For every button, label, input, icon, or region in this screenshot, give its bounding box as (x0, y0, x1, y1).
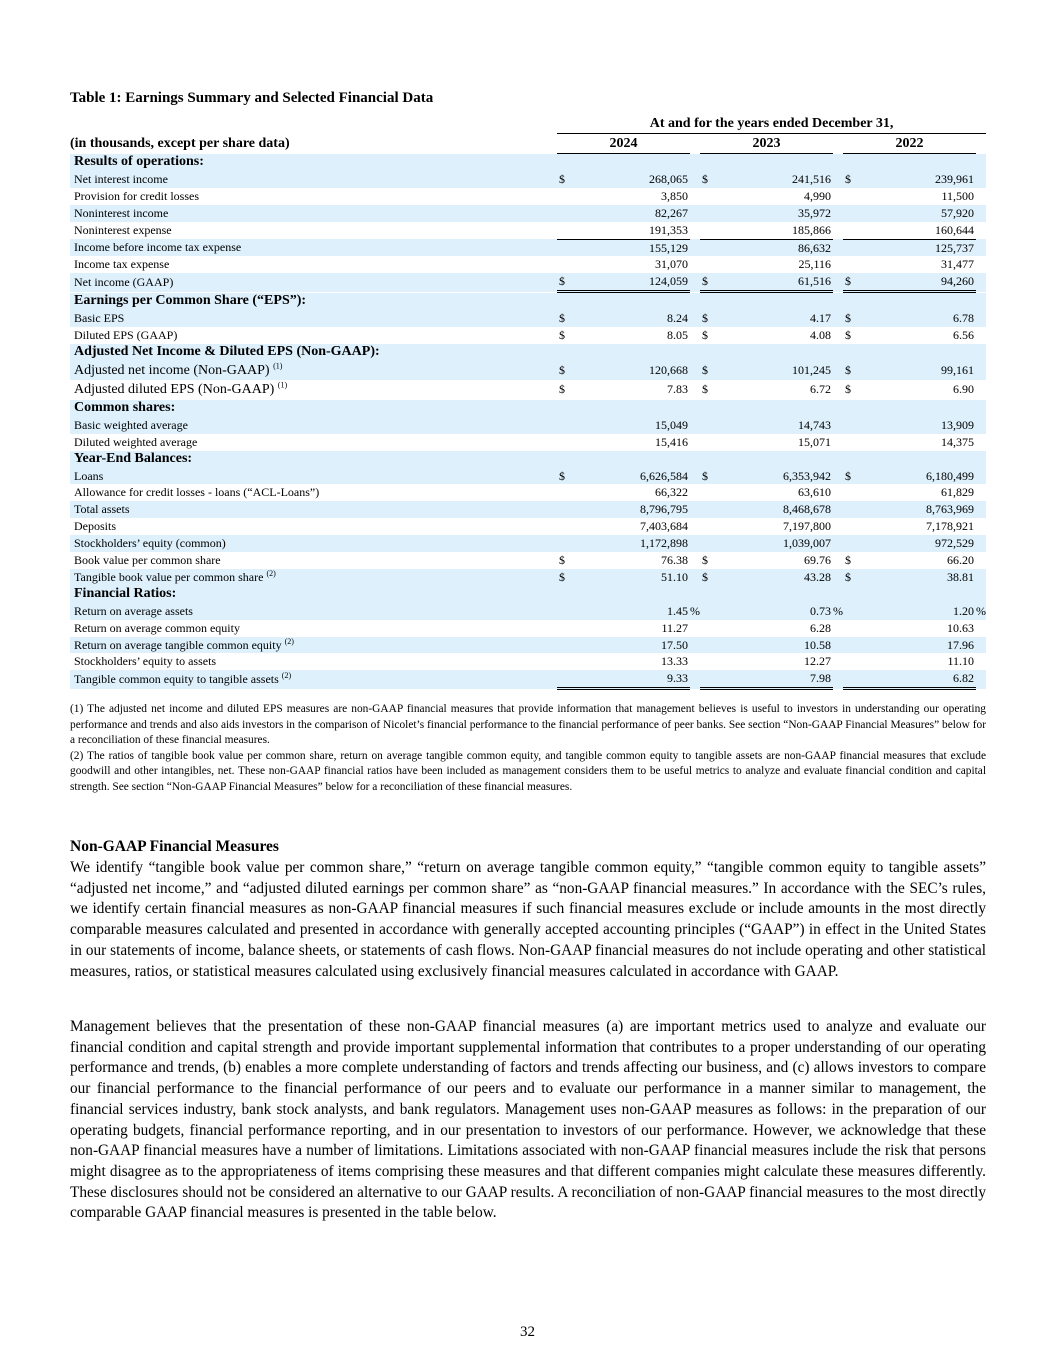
currency-symbol: $ (845, 328, 851, 343)
currency-symbol: $ (559, 553, 565, 568)
currency-symbol (700, 670, 720, 688)
currency-symbol (557, 222, 577, 239)
table-row (70, 518, 986, 535)
currency-symbol (557, 256, 577, 273)
table-row (70, 380, 986, 400)
paragraph-2: Management believes that the presentation of these non-GAAP financial measures (a) are important metrics used to analyze and evaluate our financial condition and capital strength and provide important supplemental information that contributes to a proper understanding of our operating performance and trends, (b) enables a more complete understanding of factors and trends affecting our business, and (c) allows investors to compare our financial performance to the financial performance of our peers and to evaluate our performance in a manner similar to management, the financial services industry, bank stock analysts, and bank regulators. Management uses non-GAAP measures as follows: in the preparation of our operating budgets, financial performance reporting, and in our presentation to investors of our performance. However, we acknowledge that these non-GAAP financial measures have a number of limitations. Limitations associated with non-GAAP financial measures include the risk that persons might disagree as to the appropriateness of items comprising these measures and that different companies might calculate these measures differently. These disclosures should not be considered an alternative to our GAAP results. A reconciliation of non-GAAP financial measures to the most directly comparable GAAP financial measures is presented in the table below. (70, 1018, 986, 1222)
currency-symbol: $ (845, 553, 851, 568)
row-label: Provision for credit losses (74, 188, 199, 203)
currency-symbol (700, 653, 720, 670)
table-row (70, 468, 986, 485)
currency-symbol (557, 603, 577, 620)
section-row (70, 292, 986, 310)
row-label: Diluted weighted average (74, 434, 198, 449)
section-row (70, 586, 986, 603)
section-label: Adjusted Net Income & Diluted EPS (Non-GAAP): (70, 344, 986, 361)
cell-value: 1,172,898 (577, 535, 690, 552)
cell-value: 120,668 (577, 361, 690, 381)
cell-value: 241,516 (720, 171, 833, 188)
currency-symbol: $ (700, 273, 720, 291)
cell-value: 10.58 (720, 637, 833, 654)
row-label: Tangible common equity to tangible assets $^{(2)}$ (70, 670, 557, 688)
cell-value: 6,180,499 (863, 468, 976, 485)
cell-value: 38.81 (863, 569, 976, 586)
cell-value: 6.72 (810, 382, 831, 397)
currency-symbol (700, 434, 720, 451)
row-label: Net income (GAAP) (70, 273, 557, 291)
currency-symbol: $ (559, 328, 565, 343)
cell-value: 15,049 (577, 417, 690, 434)
footnote-ref: (2) (284, 636, 294, 646)
cell-value: 9.33 (577, 670, 690, 688)
currency-symbol (557, 501, 577, 518)
cell-value: 51.10 (577, 569, 690, 586)
currency-symbol (557, 670, 577, 688)
cell-value: 3,850 (661, 188, 688, 203)
cell-value: 185,866 (792, 222, 831, 237)
section-label: Earnings per Common Share (“EPS”): (70, 292, 986, 310)
currency-symbol (843, 222, 863, 239)
row-label: Allowance for credit losses - loans (“ACL-Loans”) (74, 485, 320, 500)
table-row (70, 653, 986, 670)
cell-value: 25,116 (798, 257, 831, 272)
table-row (70, 620, 986, 637)
row-label: Income before income tax expense (70, 239, 557, 256)
table-row (70, 222, 986, 239)
footnote-ref: (2) (281, 671, 292, 681)
cell-value: 1.45 (577, 603, 690, 620)
cell-value: 14,375 (941, 434, 974, 449)
currency-symbol (843, 205, 863, 222)
row-label: Return on average tangible common equity $^{(2)}$ (70, 637, 557, 654)
cell-value: 10.63 (947, 620, 974, 635)
row-label: Income tax expense (74, 257, 170, 272)
currency-symbol: $ (843, 310, 863, 327)
cell-value: 86,632 (720, 239, 833, 256)
cell-value: 12.27 (804, 654, 831, 669)
cell-value: 66.20 (947, 553, 974, 568)
cell-value: 7,403,684 (640, 519, 688, 534)
table-row (70, 188, 986, 205)
table-row (70, 535, 986, 552)
cell-value: 268,065 (577, 171, 690, 188)
currency-symbol (843, 535, 863, 552)
cell-value: 6,626,584 (577, 468, 690, 485)
currency-symbol (843, 620, 863, 637)
cell-value: 191,353 (649, 222, 688, 237)
currency-symbol (843, 653, 863, 670)
currency-symbol (700, 620, 720, 637)
cell-value: 7.83 (667, 382, 688, 397)
cell-value: 6.90 (953, 382, 974, 397)
cell-value: 82,267 (577, 205, 690, 222)
table-row (70, 361, 986, 381)
cell-value: 11,500 (941, 188, 974, 203)
currency-symbol (557, 484, 577, 501)
currency-symbol: $ (700, 361, 720, 381)
cell-value: 6.28 (810, 620, 831, 635)
footnotes (70, 702, 986, 796)
table-row (70, 417, 986, 434)
currency-symbol (557, 518, 577, 535)
cell-value: 4.17 (720, 310, 833, 327)
units-label: (in thousands, except per share data) (70, 136, 290, 151)
currency-symbol: $ (700, 171, 720, 188)
cell-value: 99,161 (863, 361, 976, 381)
row-label: Adjusted diluted EPS (Non-GAAP) $^{(1)}$ (74, 380, 288, 398)
currency-symbol: $ (843, 273, 863, 291)
currency-symbol (700, 603, 720, 620)
currency-symbol (843, 417, 863, 434)
row-label: Basic weighted average (70, 417, 557, 434)
cell-value: 63,610 (798, 485, 831, 500)
cell-value: 160,644 (935, 222, 974, 237)
table-row (70, 239, 986, 256)
table-row (70, 603, 986, 620)
cell-value: 66,322 (655, 485, 688, 500)
section-row (70, 451, 986, 468)
table-row (70, 310, 986, 327)
currency-symbol (700, 222, 720, 239)
footnote-ref: (1) (277, 380, 288, 390)
currency-symbol (843, 518, 863, 535)
table-row (70, 171, 986, 188)
financial-summary-table (70, 114, 986, 690)
section-label: Year-End Balances: (70, 451, 986, 468)
currency-symbol (700, 501, 720, 518)
cell-value: 8,763,969 (863, 501, 976, 518)
currency-symbol (557, 434, 577, 451)
row-label: Loans (70, 468, 557, 485)
cell-value: 7,178,921 (926, 519, 974, 534)
currency-symbol: $ (700, 310, 720, 327)
table-row (70, 327, 986, 344)
currency-symbol (843, 434, 863, 451)
currency-symbol (843, 670, 863, 688)
row-label: Adjusted net income (Non-GAAP) $^{(1)}$ (70, 361, 557, 381)
row-label: Noninterest income (70, 205, 557, 222)
page-number: 32 (520, 1324, 535, 1340)
cell-value: 13.33 (661, 654, 688, 669)
table-row (70, 205, 986, 222)
currency-symbol (557, 653, 577, 670)
currency-symbol (843, 256, 863, 273)
section-row (70, 344, 986, 361)
cell-value: 7,197,800 (783, 519, 831, 534)
paragraph-1: We identify “tangible book value per common share,” “return on average tangible common equity,” “tangible common equity to tangible assets” “adjusted net income,” and “adjusted diluted earnings per common share” as “non-GAAP financial measures.” In accordance with the SEC’s rules, we identify certain financial measures as non-GAAP financial measures if such financial measures exclude or include amounts in the most directly comparable measures calculated and presented in accordance with generally accepted accounting principles (“GAAP”) in effect in the United States in our statements of income, balance sheets, or statements of cash flows. Non-GAAP financial measures do not include operating and other statistical measures, ratios, or statistical measures calculated using exclusively financial measures calculated in accordance with GAAP. (70, 859, 986, 980)
currency-symbol: $ (557, 361, 577, 381)
cell-value: 7.98 (720, 670, 833, 688)
period-header: At and for the years ended December 31, (557, 114, 986, 134)
cell-value: 61,829 (941, 485, 974, 500)
cell-value: 8.24 (577, 310, 690, 327)
cell-value: 6.78 (863, 310, 976, 327)
row-label: Total assets (70, 501, 557, 518)
cell-value: 6.56 (953, 328, 974, 343)
table-title: Table 1: Earnings Summary and Selected Financial Data (70, 90, 434, 106)
table-row (70, 434, 986, 451)
currency-symbol (843, 603, 863, 620)
cell-value: 15,071 (798, 434, 831, 449)
table-row (70, 501, 986, 518)
section-label: Financial Ratios: (70, 586, 986, 603)
cell-value: 972,529 (863, 535, 976, 552)
currency-symbol (843, 188, 863, 205)
row-label: Stockholders’ equity to assets (74, 654, 217, 669)
currency-symbol (700, 205, 720, 222)
year-header-2022: 2022 (843, 134, 976, 154)
currency-symbol: $ (702, 328, 708, 343)
cell-value: 4,990 (804, 188, 831, 203)
cell-value: 35,972 (720, 205, 833, 222)
currency-symbol (843, 484, 863, 501)
currency-symbol (557, 205, 577, 222)
table-row (70, 569, 986, 586)
currency-symbol (700, 239, 720, 256)
currency-symbol: $ (702, 553, 708, 568)
currency-symbol: $ (557, 310, 577, 327)
currency-symbol (557, 417, 577, 434)
table-row (70, 256, 986, 273)
cell-value: 101,245 (720, 361, 833, 381)
cell-value: 31,477 (941, 257, 974, 272)
row-label: Basic EPS (70, 310, 557, 327)
row-label: Return on average assets (70, 603, 557, 620)
currency-symbol: $ (843, 468, 863, 485)
row-label: Noninterest expense (74, 222, 172, 237)
currency-symbol (843, 637, 863, 654)
currency-symbol (843, 501, 863, 518)
currency-symbol: $ (700, 569, 720, 586)
row-label: Return on average common equity (74, 620, 240, 635)
cell-value: 76.38 (661, 553, 688, 568)
cell-value: 125,737 (863, 239, 976, 256)
currency-symbol: $ (700, 468, 720, 485)
cell-value: 6,353,942 (720, 468, 833, 485)
cell-value: 155,129 (577, 239, 690, 256)
row-label: Diluted EPS (GAAP) (74, 328, 178, 343)
percent-sign: % (690, 603, 700, 618)
footnote-2: (2) The ratios of tangible book value per common share, return on average tangible common equity, and tangible common equity to tangible assets are non-GAAP financial measures that exclude goodwill and other intangibles, net. These non-GAAP financial ratios have been included as management considers them to be useful metrics to analyze and evaluate financial condition and capital strength. See section “Non-GAAP Financial Measures” below for a reconciliation of these financial measures. (70, 749, 986, 793)
cell-value: 11.10 (947, 654, 974, 669)
currency-symbol (557, 188, 577, 205)
section-row (70, 154, 986, 171)
currency-symbol: $ (557, 468, 577, 485)
year-header-2024: 2024 (557, 134, 690, 154)
currency-symbol: $ (557, 171, 577, 188)
currency-symbol (700, 535, 720, 552)
cell-value: 8.05 (667, 328, 688, 343)
section-row (70, 400, 986, 417)
cell-value: 6.82 (863, 670, 976, 688)
row-label: Book value per common share (74, 553, 221, 568)
currency-symbol (700, 256, 720, 273)
cell-value: 1.20 (863, 603, 976, 620)
cell-value: 61,516 (720, 273, 833, 291)
row-label: Tangible book value per common share $^{(2)}$ (70, 569, 557, 586)
currency-symbol: $ (557, 273, 577, 291)
currency-symbol (557, 637, 577, 654)
cell-value: 43.28 (720, 569, 833, 586)
currency-symbol: $ (559, 382, 565, 397)
cell-value: 14,743 (720, 417, 833, 434)
currency-symbol: $ (702, 382, 708, 397)
percent-sign: % (833, 603, 843, 618)
row-label: Deposits (74, 519, 116, 534)
cell-value: 4.08 (810, 328, 831, 343)
footnote-1: (1) The adjusted net income and diluted EPS measures are non-GAAP financial measures that provide information that management believes is useful to investors in understanding our operating performance and trends and also aids investors in the comparison of Nicolet’s financial performance to the financial performance of peer banks. See section “Non-GAAP Financial Measures” below for a reconciliation of these financial measures. (70, 703, 986, 747)
cell-value: 11.27 (661, 620, 688, 635)
table-row (70, 670, 986, 688)
currency-symbol (557, 239, 577, 256)
currency-symbol: $ (557, 569, 577, 586)
year-header-2023: 2023 (700, 134, 833, 154)
cell-value: 17.96 (863, 637, 976, 654)
section-heading: Non-GAAP Financial Measures (70, 838, 279, 855)
currency-symbol (557, 620, 577, 637)
table-row (70, 484, 986, 501)
section-label: Common shares: (70, 400, 986, 417)
cell-value: 57,920 (863, 205, 976, 222)
footnote-ref: (2) (266, 568, 276, 578)
footnote-ref: (1) (273, 361, 283, 371)
currency-symbol (843, 239, 863, 256)
cell-value: 124,059 (577, 273, 690, 291)
currency-symbol: $ (843, 569, 863, 586)
cell-value: 1,039,007 (720, 535, 833, 552)
currency-symbol (700, 188, 720, 205)
currency-symbol: $ (843, 171, 863, 188)
table-row (70, 637, 986, 654)
cell-value: 31,070 (655, 257, 688, 272)
currency-symbol (557, 535, 577, 552)
cell-value: 69.76 (804, 553, 831, 568)
currency-symbol (700, 518, 720, 535)
row-label: Stockholders’ equity (common) (70, 535, 557, 552)
currency-symbol: $ (843, 361, 863, 381)
cell-value: 0.73 (720, 603, 833, 620)
currency-symbol (700, 637, 720, 654)
currency-symbol (700, 484, 720, 501)
table-row (70, 273, 986, 291)
cell-value: 94,260 (863, 273, 976, 291)
cell-value: 239,961 (863, 171, 976, 188)
table-row (70, 552, 986, 569)
cell-value: 8,796,795 (577, 501, 690, 518)
percent-sign: % (976, 603, 986, 618)
cell-value: 13,909 (863, 417, 976, 434)
cell-value: 8,468,678 (720, 501, 833, 518)
cell-value: 17.50 (577, 637, 690, 654)
section-label: Results of operations: (70, 154, 986, 171)
currency-symbol: $ (845, 382, 851, 397)
currency-symbol (700, 417, 720, 434)
cell-value: 15,416 (655, 434, 688, 449)
row-label: Net interest income (70, 171, 557, 188)
